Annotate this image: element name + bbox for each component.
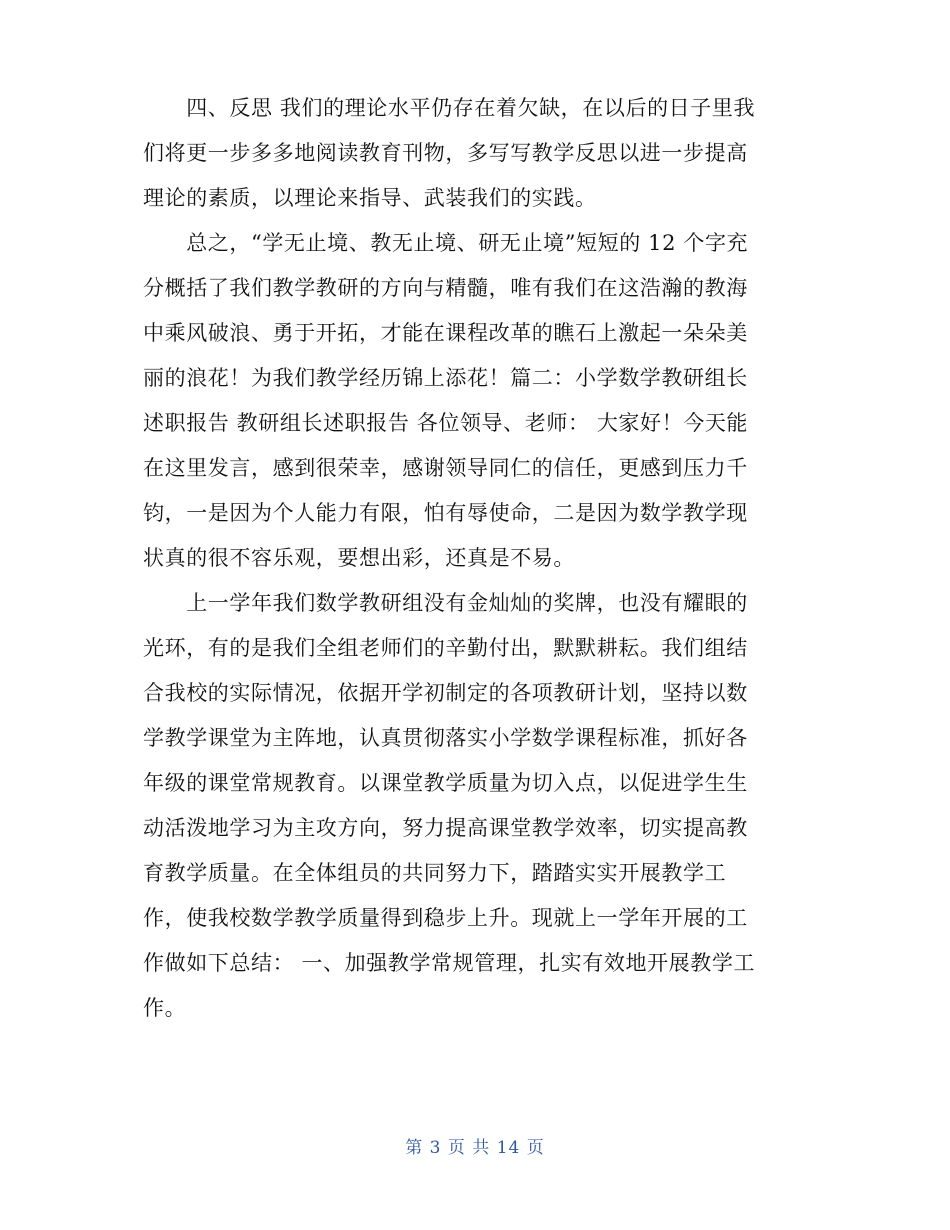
text-line: 在这里发言，感到很荣幸，感谢领导同仁的信任，更感到压力千	[143, 456, 748, 480]
text-line: 作，使我校数学教学质量得到稳步上升。现就上一学年开展的工	[143, 906, 748, 930]
text-line: 年级的课堂常规教育。以课堂教学质量为切入点，以促进学生生	[143, 771, 748, 795]
text-line: 上一学年我们数学教研组没有金灿灿的奖牌，也没有耀眼的	[143, 591, 748, 615]
text-line: 丽的浪花！为我们教学经历锦上添花！篇二：小学数学教研组长	[143, 366, 748, 390]
text-line: 述职报告 教研组长述职报告 各位领导、老师： 大家好！今天能	[143, 411, 749, 435]
text-line: 钧，一是因为个人能力有限，怕有辱使命，二是因为数学教学现	[143, 501, 748, 525]
text-line: 总之，“学无止境、教无止境、研无止境”短短的 12 个字充	[143, 231, 749, 255]
text-line: 动活泼地学习为主攻方向，努力提高课堂教学效率，切实提高教	[143, 816, 748, 840]
text-line: 学教学课堂为主阵地，认真贯彻落实小学数学课程标准，抓好各	[143, 726, 748, 750]
text-line: 光环，有的是我们全组老师们的辛勤付出，默默耕耘。我们组结	[143, 636, 748, 660]
page-number-footer: 第 3 页 共 14 页	[405, 1138, 545, 1158]
text-line: 中乘风破浪、勇于开拓，才能在课程改革的瞧石上激起一朵朵美	[143, 321, 748, 345]
text-line: 育教学质量。在全体组员的共同努力下，踏踏实实开展教学工	[143, 861, 727, 885]
text-line: 状真的很不容乐观，要想出彩，还真是不易。	[143, 546, 575, 570]
text-line: 们将更一步多多地阅读教育刊物，多写写教学反思以进一步提高	[143, 141, 748, 165]
text-line: 四、反思 我们的理论水平仍存在着欠缺，在以后的日子里我	[143, 96, 756, 120]
text-line: 理论的素质，以理论来指导、武装我们的实践。	[143, 186, 597, 210]
text-line: 分概括了我们教学教研的方向与精髓，唯有我们在这浩瀚的教海	[143, 276, 748, 300]
text-line: 合我校的实际情况，依据开学初制定的各项教研计划，坚持以数	[143, 681, 748, 705]
document-body	[143, 86, 808, 1031]
text-line: 作做如下总结： 一、加强教学常规管理，扎实有效地开展教学工	[143, 951, 756, 975]
text-line: 作。	[143, 996, 187, 1020]
